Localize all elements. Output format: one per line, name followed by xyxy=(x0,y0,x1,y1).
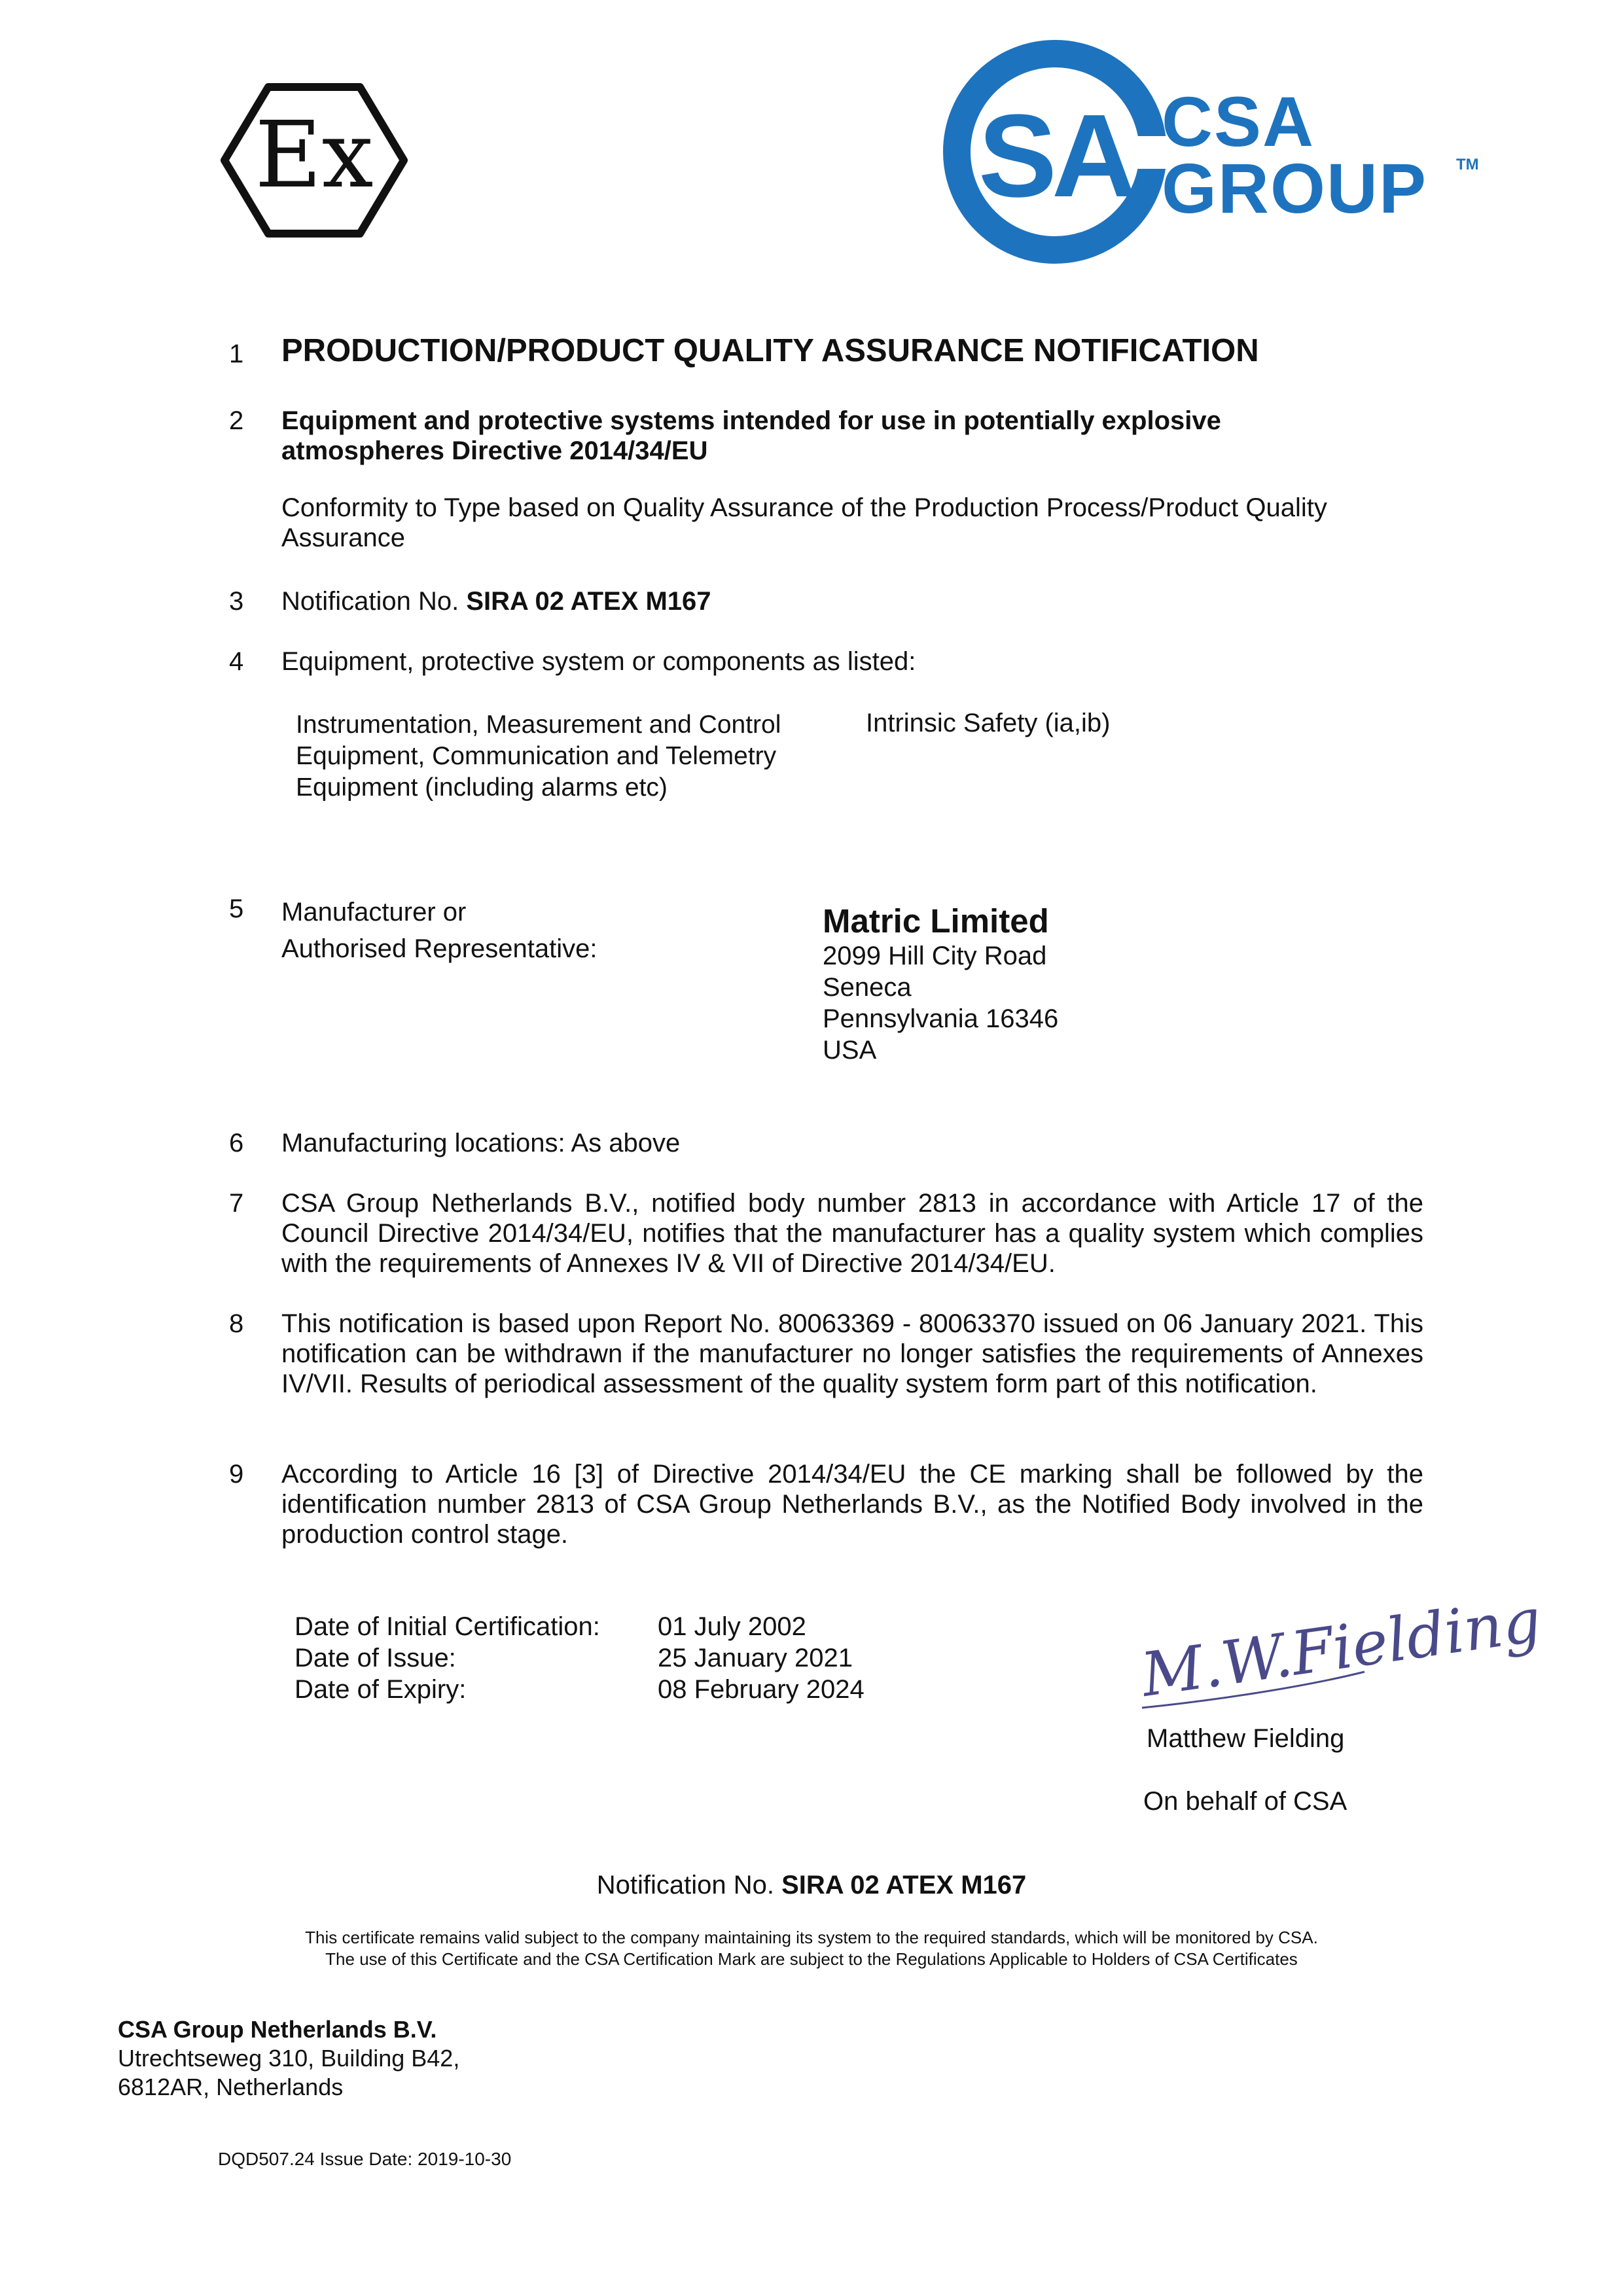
notification-number: SIRA 02 ATEX M167 xyxy=(466,587,711,616)
manufacturer-label-line-2: Authorised Representative: xyxy=(281,934,597,963)
trademark-symbol: TM xyxy=(1456,156,1479,173)
item-number-6: 6 xyxy=(229,1129,244,1157)
ex-mark-text: Ex xyxy=(255,102,374,209)
manufacturer-address xyxy=(823,940,1058,1066)
validity-notice xyxy=(0,1927,1623,1970)
ex-atex-logo xyxy=(219,82,409,239)
notification-label: Notification No. xyxy=(281,587,467,616)
manufacturer-label xyxy=(281,894,597,967)
notification-line xyxy=(281,586,711,616)
date-labels xyxy=(294,1611,600,1705)
manufacturing-locations: Manufacturing locations: As above xyxy=(281,1129,681,1157)
address-line-1: 2099 Hill City Road xyxy=(823,942,1047,970)
footer-notification-line xyxy=(0,1870,1623,1900)
item-number-9: 9 xyxy=(229,1460,244,1489)
expiry-date-label: Date of Expiry: xyxy=(294,1675,467,1704)
initial-certification-date: 01 July 2002 xyxy=(658,1612,806,1641)
item-number-7: 7 xyxy=(229,1189,244,1218)
item-number-1: 1 xyxy=(229,340,244,368)
conformity-text: Conformity to Type based on Quality Assurance of the Production Process/Product Quality Assurance xyxy=(281,493,1327,552)
handwritten-signature xyxy=(1129,1585,1546,1724)
item-number-4: 4 xyxy=(229,647,244,676)
issuer-address-block xyxy=(118,2015,459,2102)
address-line-3: Pennsylvania 16346 xyxy=(823,1004,1059,1033)
equipment-intro: Equipment, protective system or components as listed: xyxy=(281,647,916,676)
item-number-3: 3 xyxy=(229,587,244,616)
svg-text:SA: SA xyxy=(978,90,1132,222)
manufacturer-name: Matric Limited xyxy=(823,902,1049,940)
date-values xyxy=(658,1611,865,1705)
paragraph-8: This notification is based upon Report No. 80063369 - 80063370 issued on 06 January 2021. This notification can be withdrawn if the manufacturer no longer satisfies the requirements of Annexes IV/VII. Results of periodical assessment of the quality system form part of this notification. xyxy=(281,1309,1423,1398)
issue-date: 25 January 2021 xyxy=(658,1644,853,1672)
validity-line-1: This certificate remains valid subject to the company maintaining its system to the required standards, which will be monitored by CSA. xyxy=(305,1928,1318,1947)
signatory-behalf: On behalf of CSA xyxy=(1143,1787,1347,1816)
issuer-address-line-1: Utrechtseweg 310, Building B42, xyxy=(118,2045,460,2072)
item-number-8: 8 xyxy=(229,1309,244,1338)
paragraph-7: CSA Group Netherlands B.V., notified body number 2813 in accordance with Article 17 of the Council Directive 2014/34/EU, notifies that the manufacturer has a quality system which complies with the requirements of Annexes IV & VII of Directive 2014/34/EU. xyxy=(281,1189,1423,1278)
signature-text: M.W.Fielding xyxy=(1137,1585,1546,1710)
address-line-2: Seneca xyxy=(823,973,912,1002)
manufacturer-label-line-1: Manufacturer or xyxy=(281,898,467,927)
issuer-address-line-2: 6812AR, Netherlands xyxy=(118,2074,344,2100)
footer-notification-label: Notification No. xyxy=(596,1871,782,1899)
csa-word: CSA xyxy=(1162,82,1315,161)
item-number-5: 5 xyxy=(229,894,244,923)
footer-notification-number: SIRA 02 ATEX M167 xyxy=(781,1871,1027,1899)
expiry-date: 08 February 2024 xyxy=(658,1675,865,1704)
group-word: GROUP xyxy=(1162,149,1428,228)
csa-logo-mark xyxy=(942,39,1178,265)
document-reference: DQD507.24 Issue Date: 2019-10-30 xyxy=(218,2149,512,2169)
page-title: PRODUCTION/PRODUCT QUALITY ASSURANCE NOTIFICATION xyxy=(281,333,1259,368)
protection-type: Intrinsic Safety (ia,ib) xyxy=(866,709,1111,737)
validity-line-2: The use of this Certificate and the CSA Certification Mark are subject to the Regulations Applicable to Holders of CSA Certificates xyxy=(325,1949,1298,1969)
item-number-2: 2 xyxy=(229,406,244,435)
initial-certification-label: Date of Initial Certification: xyxy=(294,1612,600,1641)
signatory-name: Matthew Fielding xyxy=(1147,1724,1345,1753)
equipment-categories: Instrumentation, Measurement and Control Equipment, Communication and Telemetry Equipment (including alarms etc) xyxy=(296,711,781,802)
issue-date-label: Date of Issue: xyxy=(294,1644,456,1672)
paragraph-9: According to Article 16 [3] of Directive 2014/34/EU the CE marking shall be followed by the identification number 2813 of CSA Group Netherlands B.V., as the Notified Body involved in the production control stage. xyxy=(281,1460,1423,1549)
address-line-4: USA xyxy=(823,1036,877,1065)
csa-wordmark xyxy=(1162,82,1428,228)
issuer-company: CSA Group Netherlands B.V. xyxy=(118,2016,437,2043)
directive-title: Equipment and protective systems intended for use in potentially explosive atmospheres Directive 2014/34/EU xyxy=(281,406,1221,465)
